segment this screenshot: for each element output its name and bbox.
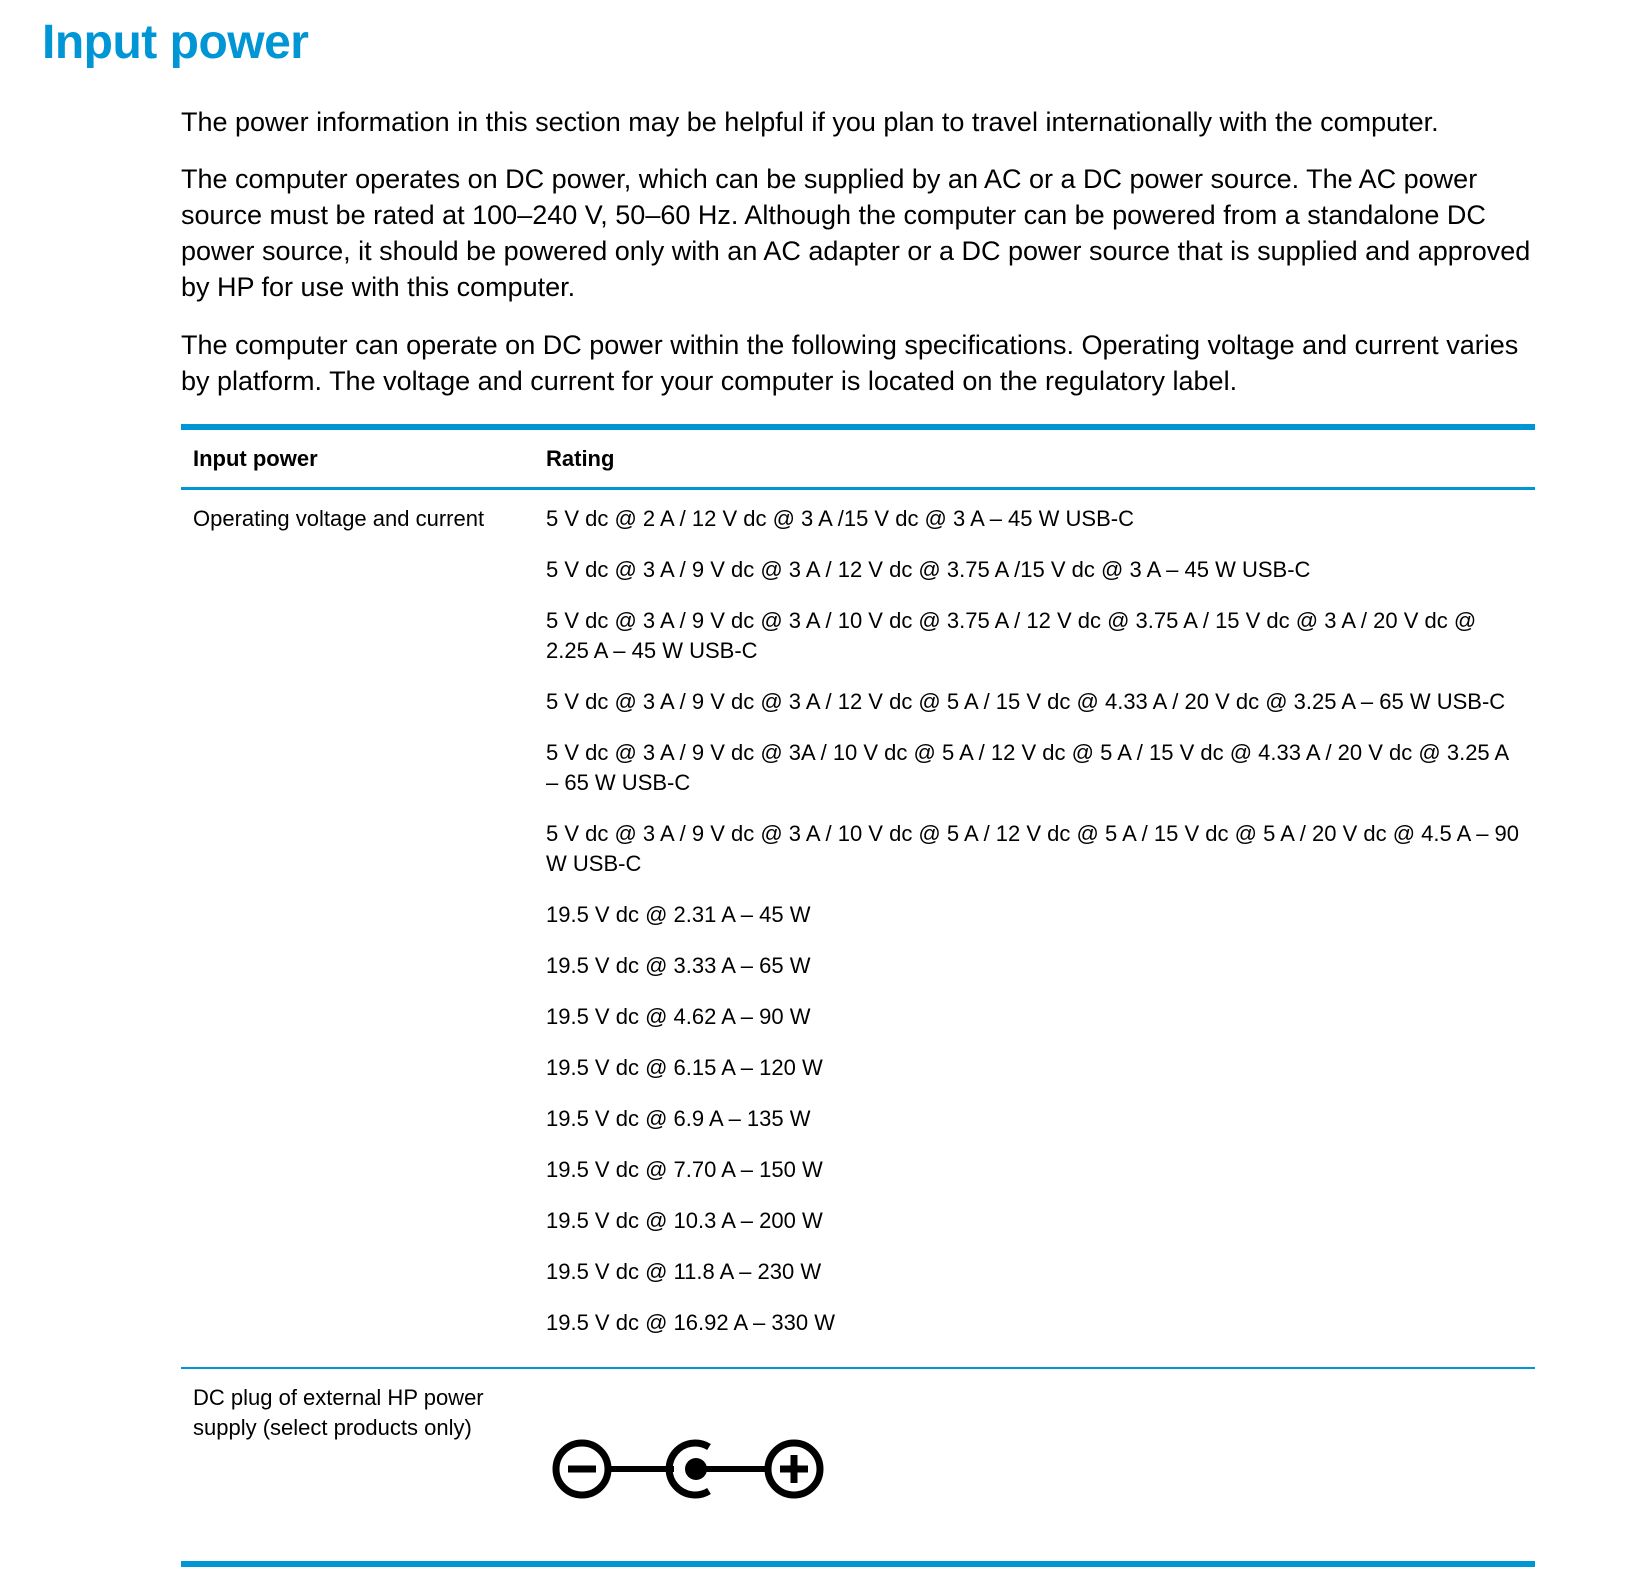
header-input-power: Input power: [193, 445, 318, 471]
input-power-table: [181, 424, 1535, 1567]
rating-item: 19.5 V dc @ 4.62 A – 90 W: [546, 1004, 811, 1029]
table-bottom-rule: [181, 1561, 1535, 1567]
table-row: [181, 1369, 1535, 1561]
rating-item: 19.5 V dc @ 2.31 A – 45 W: [546, 902, 811, 927]
intro-paragraph-1: The power information in this section may be helpful if you plan to travel internationally with the computer.: [181, 107, 1439, 137]
intro-paragraph-3: The computer can operate on DC power within the following specifications. Operating voltage and current varies by platform. The voltage and current for your computer is located on the regulatory label.: [181, 330, 1519, 396]
rating-item: 19.5 V dc @ 7.70 A – 150 W: [546, 1157, 823, 1182]
rating-item: 5 V dc @ 3 A / 9 V dc @ 3A / 10 V dc @ 5 A / 12 V dc @ 5 A / 15 V dc @ 4.33 A / 20 V dc @ 3.25 A – 65 W USB-C: [546, 740, 1509, 795]
header-rating: Rating: [546, 445, 615, 471]
table-header-row: [181, 430, 1535, 487]
rating-item: 19.5 V dc @ 6.9 A – 135 W: [546, 1106, 811, 1131]
rating-item: 5 V dc @ 3 A / 9 V dc @ 3 A / 10 V dc @ 5 A / 12 V dc @ 5 A / 15 V dc @ 5 A / 20 V dc @ 4.5 A – 90 W USB-C: [546, 821, 1520, 876]
rating-item: 19.5 V dc @ 11.8 A – 230 W: [546, 1259, 822, 1284]
ratings-list: [546, 504, 1535, 1359]
rating-item: 5 V dc @ 3 A / 9 V dc @ 3 A / 12 V dc @ 3.75 A /15 V dc @ 3 A – 45 W USB-C: [546, 557, 1311, 582]
dc-plug-cell: [546, 1383, 1535, 1561]
rating-item: 19.5 V dc @ 16.92 A – 330 W: [546, 1310, 835, 1335]
rating-item: 5 V dc @ 3 A / 9 V dc @ 3 A / 12 V dc @ 5 A / 15 V dc @ 4.33 A / 20 V dc @ 3.25 A – 65 W USB-C: [546, 689, 1506, 714]
page-title: Input power: [42, 16, 309, 69]
table-row: [181, 490, 1535, 1367]
row-label-dc-plug: DC plug of external HP power supply (select products only): [193, 1385, 484, 1440]
intro-paragraph-2: The computer operates on DC power, which can be supplied by an AC or a DC power source. The AC power source must be rated at 100–240 V, 50–60 Hz. Although the computer can be powered from a standalone DC power source, it should be powered only with an AC adapter or a DC power source that is supplied and approved by HP for use with this computer.: [181, 164, 1531, 302]
dc-polarity-symbol-icon: [546, 1431, 1523, 1515]
rating-item: 19.5 V dc @ 3.33 A – 65 W: [546, 953, 811, 978]
rating-item: 19.5 V dc @ 10.3 A – 200 W: [546, 1208, 823, 1233]
rating-item: 5 V dc @ 3 A / 9 V dc @ 3 A / 10 V dc @ 3.75 A / 12 V dc @ 3.75 A / 15 V dc @ 3 A / 20 V dc @ 2.25 A – 45 W USB-C: [546, 608, 1477, 663]
row-label-operating-voltage: Operating voltage and current: [193, 506, 485, 531]
rating-item: 19.5 V dc @ 6.15 A – 120 W: [546, 1055, 823, 1080]
rating-item: 5 V dc @ 2 A / 12 V dc @ 3 A /15 V dc @ 3 A – 45 W USB-C: [546, 506, 1134, 531]
